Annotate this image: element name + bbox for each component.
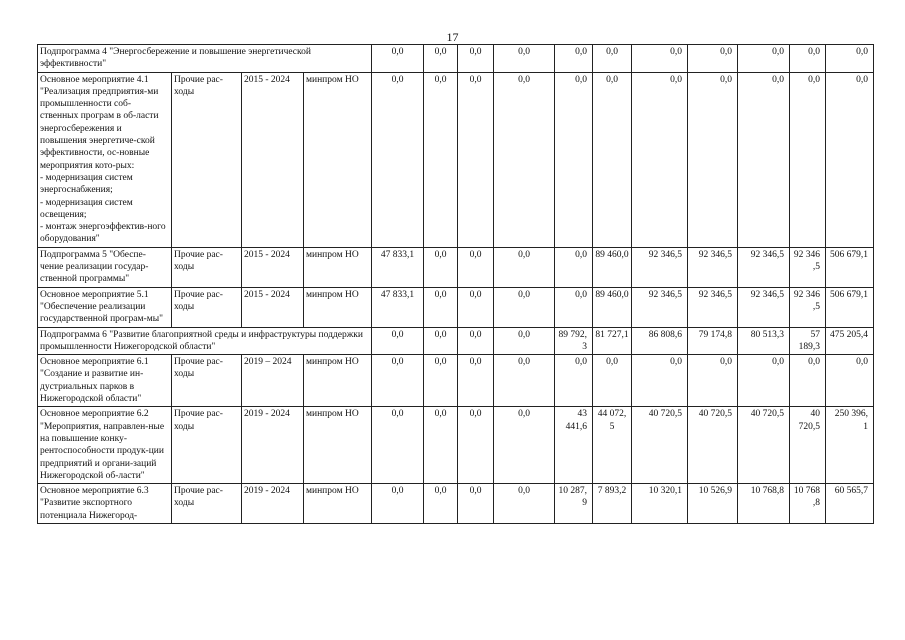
expense-type-cell: Прочие рас-ходы: [172, 247, 242, 287]
value-cell: 506 679,1: [826, 287, 874, 327]
table-row: [38, 355, 874, 407]
expense-type-cell: Прочие рас-ходы: [172, 287, 242, 327]
value-cell: 0,0: [494, 327, 555, 355]
value-cell: 0,0: [372, 407, 424, 484]
expense-type-cell: Прочие рас-ходы: [172, 407, 242, 484]
period-cell: 2019 - 2024: [242, 407, 304, 484]
value-cell: 89 792, 3: [555, 327, 593, 355]
value-cell: 0,0: [424, 247, 458, 287]
executor-cell: минпром НО: [304, 355, 372, 407]
value-cell: 0,0: [738, 355, 790, 407]
value-cell: 0,0: [555, 247, 593, 287]
value-cell: 79 174,8: [688, 327, 738, 355]
value-cell: 0,0: [593, 355, 632, 407]
value-cell: 0,0: [632, 355, 688, 407]
value-cell: 0,0: [555, 45, 593, 73]
table-row: [38, 484, 874, 524]
value-cell: 40 720,5: [790, 407, 826, 484]
value-cell: 10 768,8: [738, 484, 790, 524]
page-number: 17: [446, 30, 459, 44]
value-cell: 0,0: [494, 355, 555, 407]
executor-cell: минпром НО: [304, 287, 372, 327]
value-cell: 0,0: [555, 355, 593, 407]
value-cell: 92 346,5: [632, 287, 688, 327]
measure-name-cell: Основное мероприятие 6.3 "Развитие экспортного потенциала Нижегород-: [38, 484, 172, 524]
value-cell: 0,0: [593, 72, 632, 247]
value-cell: 40 720,5: [738, 407, 790, 484]
table-row: [38, 407, 874, 484]
period-cell: 2015 - 2024: [242, 287, 304, 327]
measure-name-cell: Основное мероприятие 6.2 "Мероприятия, направлен-ные на повышение конку-рентоспособности продук-ции предприятий и органи-заций Нижегородской об-ласти": [38, 407, 172, 484]
value-cell: 0,0: [632, 72, 688, 247]
value-cell: 475 205,4: [826, 327, 874, 355]
table-row: [38, 247, 874, 287]
value-cell: 0,0: [424, 72, 458, 247]
value-cell: 92 346,5: [688, 247, 738, 287]
measure-name-cell: Основное мероприятие 6.1 "Создание и развитие ин-дустриальных парков в Нижегородской области": [38, 355, 172, 407]
value-cell: 0,0: [688, 45, 738, 73]
value-cell: 0,0: [593, 45, 632, 73]
value-cell: 0,0: [458, 327, 494, 355]
value-cell: 89 460,0: [593, 247, 632, 287]
value-cell: 0,0: [826, 72, 874, 247]
table-row: [38, 45, 874, 73]
value-cell: 0,0: [738, 72, 790, 247]
value-cell: 0,0: [372, 484, 424, 524]
value-cell: 92 346,5: [688, 287, 738, 327]
value-cell: 0,0: [424, 45, 458, 73]
value-cell: 89 460,0: [593, 287, 632, 327]
value-cell: 92 346,5: [632, 247, 688, 287]
value-cell: 0,0: [458, 484, 494, 524]
executor-cell: минпром НО: [304, 484, 372, 524]
measure-name-cell: Основное мероприятие 4.1 "Реализация предприятия-ми промышленности соб-ственных програм в об-ласти энергосбережения и повышения энергетиче-ской эффективности, ос-новные мероприятия кото-рых: - модернизация систем энергоснабжения; - модернизация систем освещения; - монтаж энергоэффектив-ного оборудования": [38, 72, 172, 247]
value-cell: 0,0: [458, 72, 494, 247]
value-cell: 0,0: [458, 355, 494, 407]
value-cell: 0,0: [372, 327, 424, 355]
value-cell: 0,0: [688, 72, 738, 247]
value-cell: 250 396, 1: [826, 407, 874, 484]
value-cell: 0,0: [424, 484, 458, 524]
value-cell: 0,0: [424, 355, 458, 407]
value-cell: 0,0: [555, 72, 593, 247]
value-cell: 0,0: [458, 407, 494, 484]
table-row: [38, 287, 874, 327]
value-cell: 0,0: [424, 327, 458, 355]
value-cell: 81 727,1: [593, 327, 632, 355]
value-cell: 80 513,3: [738, 327, 790, 355]
period-cell: 2015 - 2024: [242, 72, 304, 247]
executor-cell: минпром НО: [304, 407, 372, 484]
value-cell: 10 320,1: [632, 484, 688, 524]
value-cell: 0,0: [494, 72, 555, 247]
value-cell: 0,0: [790, 72, 826, 247]
value-cell: 92 346 ,5: [790, 287, 826, 327]
value-cell: 60 565,7: [826, 484, 874, 524]
value-cell: 0,0: [790, 45, 826, 73]
expense-type-cell: Прочие рас-ходы: [172, 355, 242, 407]
period-cell: 2019 - 2024: [242, 484, 304, 524]
value-cell: 0,0: [458, 45, 494, 73]
value-cell: 7 893,2: [593, 484, 632, 524]
measure-name-cell: Подпрограмма 5 "Обеспе-чение реализации государ-ственной программы": [38, 247, 172, 287]
measure-name-cell: Основное мероприятие 5.1 "Обеспечение реализации государственной програм-мы": [38, 287, 172, 327]
value-cell: 0,0: [372, 72, 424, 247]
value-cell: 0,0: [494, 45, 555, 73]
value-cell: 0,0: [458, 287, 494, 327]
table-row: [38, 72, 874, 247]
table-body: [38, 45, 874, 524]
value-cell: 10 287, 9: [555, 484, 593, 524]
value-cell: 57 189,3: [790, 327, 826, 355]
value-cell: 0,0: [826, 355, 874, 407]
value-cell: 0,0: [372, 355, 424, 407]
value-cell: 10 768 ,8: [790, 484, 826, 524]
value-cell: 43 441,6: [555, 407, 593, 484]
value-cell: 92 346 ,5: [790, 247, 826, 287]
value-cell: 0,0: [555, 287, 593, 327]
period-cell: 2019 – 2024: [242, 355, 304, 407]
budget-table: [37, 44, 874, 524]
value-cell: 92 346,5: [738, 247, 790, 287]
table-row: [38, 327, 874, 355]
program-name-cell: Подпрограмма 6 "Развитие благоприятной среды и инфраструктуры поддержки промышленности Нижегородской области": [38, 327, 372, 355]
value-cell: 47 833,1: [372, 247, 424, 287]
value-cell: 0,0: [494, 484, 555, 524]
value-cell: 0,0: [738, 45, 790, 73]
value-cell: 0,0: [458, 247, 494, 287]
executor-cell: минпром НО: [304, 72, 372, 247]
value-cell: 0,0: [424, 407, 458, 484]
value-cell: 0,0: [826, 45, 874, 73]
value-cell: 0,0: [372, 45, 424, 73]
expense-type-cell: Прочие рас-ходы: [172, 72, 242, 247]
value-cell: 0,0: [494, 247, 555, 287]
value-cell: 47 833,1: [372, 287, 424, 327]
expense-type-cell: Прочие рас-ходы: [172, 484, 242, 524]
executor-cell: минпром НО: [304, 247, 372, 287]
value-cell: 0,0: [424, 287, 458, 327]
value-cell: 0,0: [494, 287, 555, 327]
value-cell: 40 720,5: [688, 407, 738, 484]
period-cell: 2015 - 2024: [242, 247, 304, 287]
value-cell: 506 679,1: [826, 247, 874, 287]
value-cell: 10 526,9: [688, 484, 738, 524]
value-cell: 0,0: [494, 407, 555, 484]
value-cell: 44 072, 5: [593, 407, 632, 484]
value-cell: 0,0: [790, 355, 826, 407]
value-cell: 86 808,6: [632, 327, 688, 355]
value-cell: 0,0: [632, 45, 688, 73]
value-cell: 0,0: [688, 355, 738, 407]
value-cell: 92 346,5: [738, 287, 790, 327]
value-cell: 40 720,5: [632, 407, 688, 484]
program-name-cell: Подпрограмма 4 "Энергосбережение и повышение энергетической эффективности": [38, 45, 372, 73]
